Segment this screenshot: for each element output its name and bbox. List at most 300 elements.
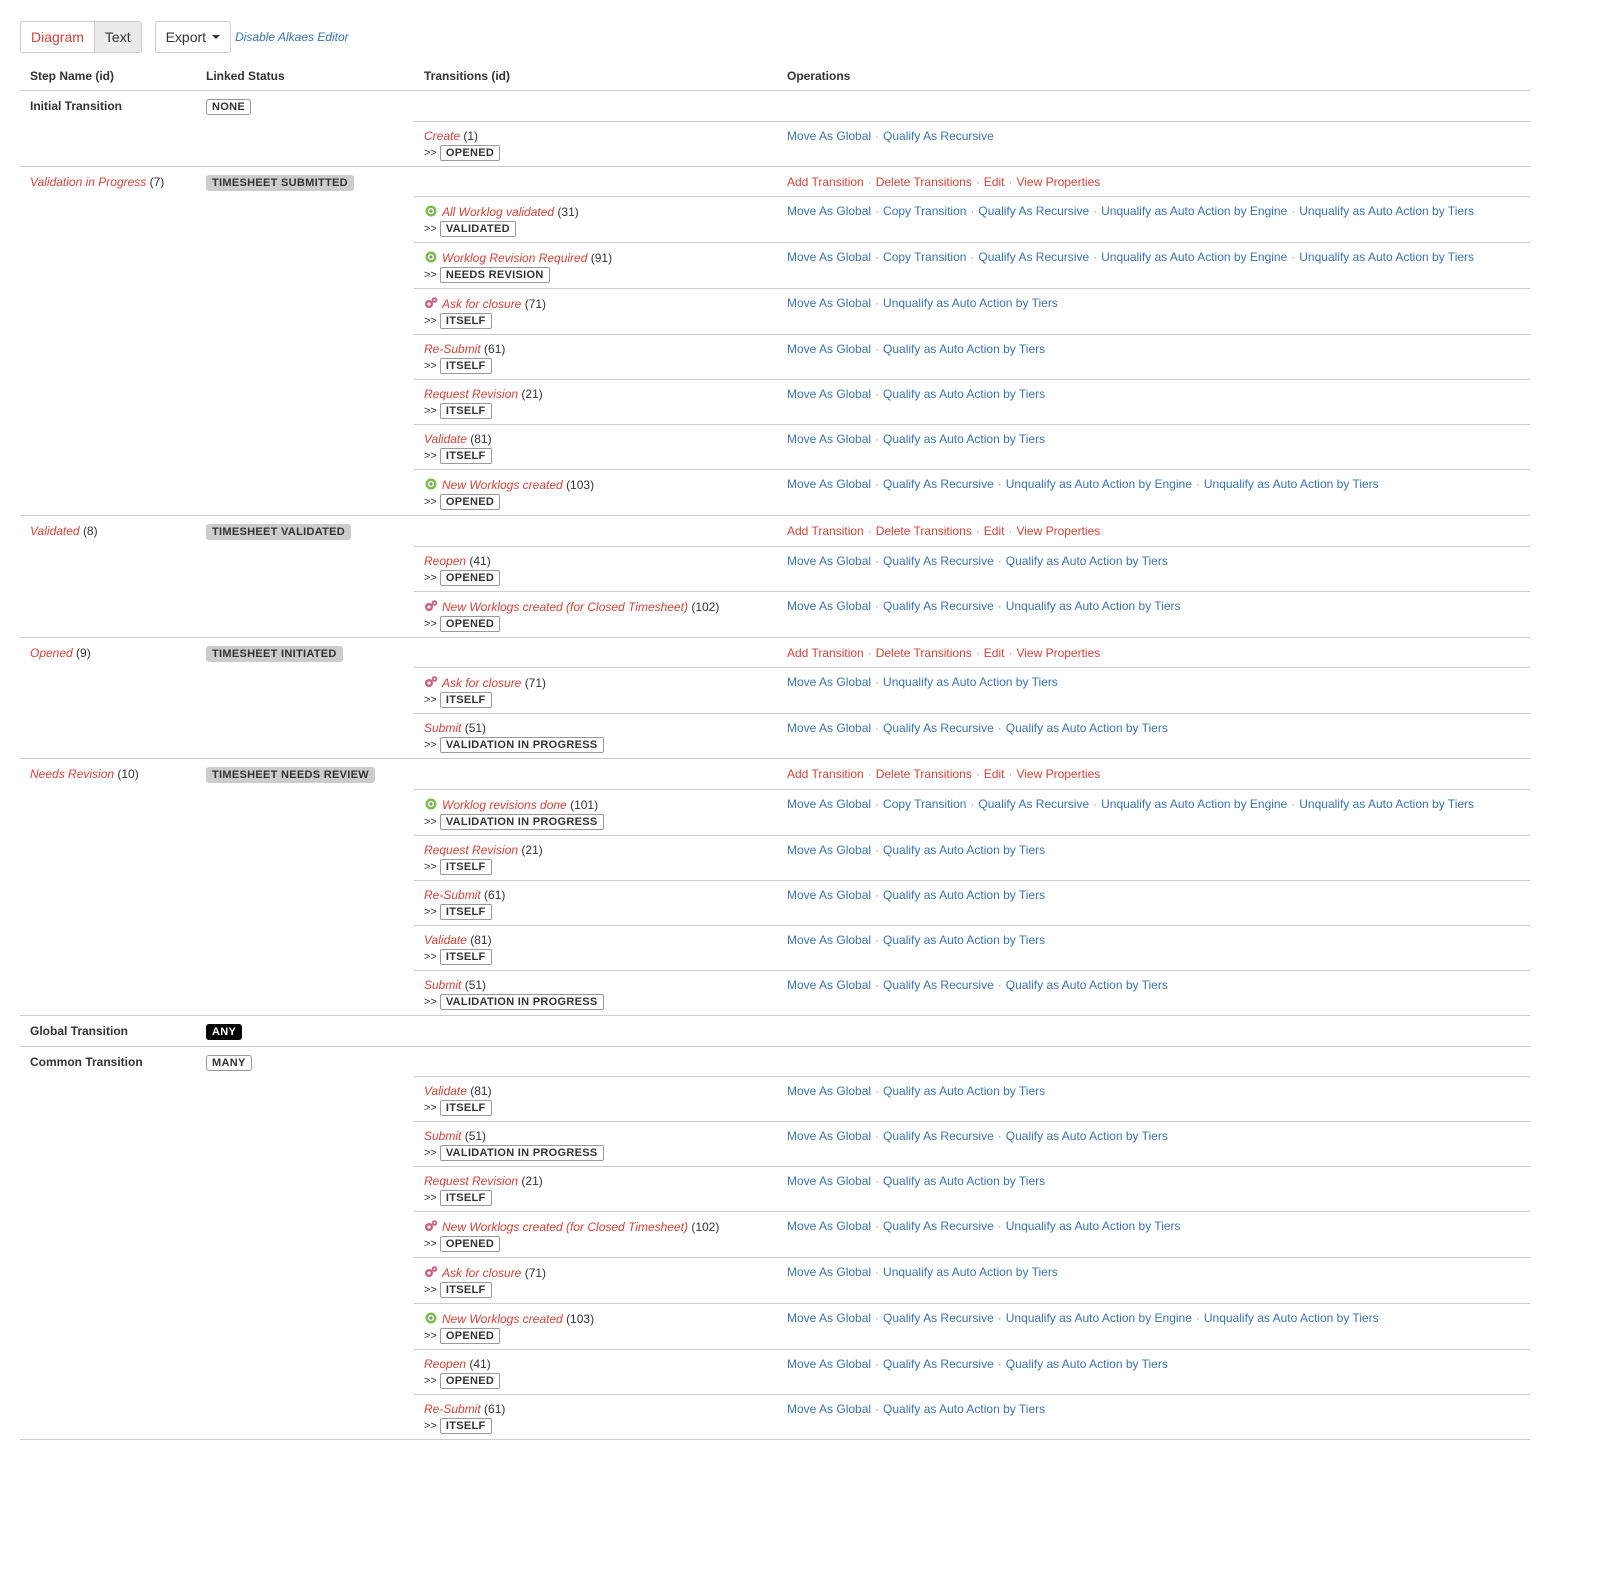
move-as-global-link[interactable]: Move As Global xyxy=(787,1174,872,1188)
destination-status-badge: VALIDATED xyxy=(440,221,516,237)
qualify-as-auto-action-by-tiers-link[interactable]: Qualify as Auto Action by Tiers xyxy=(883,1084,1046,1098)
transition-destination xyxy=(424,814,767,830)
transition-cell xyxy=(414,789,777,835)
destination-arrow: >> xyxy=(424,269,437,281)
move-as-global-link[interactable]: Move As Global xyxy=(787,721,872,735)
separator-dot: · xyxy=(975,767,980,781)
move-as-global-link[interactable]: Move As Global xyxy=(787,796,872,811)
transition-destination xyxy=(424,616,767,632)
destination-status-badge: ITSELF xyxy=(440,1190,492,1206)
destination-status-badge: VALIDATION IN PROGRESS xyxy=(440,737,604,753)
separator-dot: · xyxy=(875,1219,880,1233)
add-transition-link[interactable]: Add Transition xyxy=(787,645,864,660)
unqualify-as-auto-action-by-tiers-link[interactable]: Unqualify as Auto Action by Tiers xyxy=(883,296,1058,310)
transition-name-link[interactable]: Re-Submit xyxy=(424,1402,481,1416)
transition-cell xyxy=(414,970,777,1015)
step-row xyxy=(20,637,1530,668)
transition-destination xyxy=(424,1418,767,1434)
transition-name-link[interactable]: Re-Submit xyxy=(424,342,481,356)
text-view-button[interactable]: Text xyxy=(94,22,141,52)
transition-id: (21) xyxy=(521,1174,543,1188)
transition-cell xyxy=(414,1122,777,1167)
transition-name-line xyxy=(424,978,767,992)
qualify-as-auto-action-by-tiers-link[interactable]: Qualify as Auto Action by Tiers xyxy=(1005,1129,1168,1143)
transitions-spacer xyxy=(414,166,777,197)
transition-cell xyxy=(414,1212,777,1258)
empty-status-cell xyxy=(196,197,414,243)
separator-dot: · xyxy=(1008,174,1013,189)
transition-name-link[interactable]: Validate xyxy=(424,932,467,947)
transition-name-link[interactable]: Ask for closure xyxy=(442,676,522,690)
transition-cell xyxy=(414,591,777,637)
qualify-as-auto-action-by-tiers-link[interactable]: Qualify as Auto Action by Tiers xyxy=(1005,553,1168,568)
tiers-gear-icon xyxy=(424,675,438,689)
transition-name-link[interactable]: Validate xyxy=(424,1084,467,1098)
destination-arrow: >> xyxy=(424,146,437,159)
transition-destination xyxy=(424,859,767,875)
destination-status-badge: ITSELF xyxy=(440,949,492,965)
move-as-global-link[interactable]: Move As Global xyxy=(787,1265,872,1279)
unqualify-as-auto-action-by-engine-link[interactable]: Unqualify as Auto Action by Engine xyxy=(1101,250,1288,264)
transition-name-link[interactable]: Worklog Revision Required xyxy=(442,251,588,265)
destination-arrow: >> xyxy=(424,739,437,751)
separator-dot: · xyxy=(975,645,980,660)
transition-id: (31) xyxy=(557,205,579,219)
qualify-as-auto-action-by-tiers-link[interactable]: Qualify as Auto Action by Tiers xyxy=(883,342,1046,356)
copy-transition-link[interactable]: Copy Transition xyxy=(883,204,967,218)
transition-name-line xyxy=(424,1402,767,1416)
separator-dot: · xyxy=(875,1084,880,1098)
unqualify-as-auto-action-by-tiers-link[interactable]: Unqualify as Auto Action by Tiers xyxy=(1203,477,1379,491)
empty-status-cell xyxy=(196,1212,414,1258)
transition-row xyxy=(20,1122,1530,1167)
qualify-as-auto-action-by-tiers-link[interactable]: Qualify as Auto Action by Tiers xyxy=(883,842,1046,857)
transition-destination xyxy=(424,692,767,708)
empty-step-cell xyxy=(20,591,196,637)
qualify-as-auto-action-by-tiers-link[interactable]: Qualify as Auto Action by Tiers xyxy=(1005,977,1168,992)
transition-destination xyxy=(424,1145,767,1161)
separator-dot: · xyxy=(997,1311,1002,1325)
transition-name-link[interactable]: Reopen xyxy=(424,553,467,568)
separator-dot: · xyxy=(1093,204,1098,218)
step-name-cell xyxy=(20,166,196,197)
empty-step-cell xyxy=(20,1258,196,1304)
empty-step-cell xyxy=(20,1304,196,1350)
empty-step-cell xyxy=(20,714,196,759)
transition-name-link[interactable]: New Worklogs created xyxy=(442,478,563,492)
linked-status-cell xyxy=(196,1046,414,1077)
unqualify-as-auto-action-by-engine-link[interactable]: Unqualify as Auto Action by Engine xyxy=(1005,477,1192,491)
linked-status-cell xyxy=(196,166,414,197)
edit-link[interactable]: Edit xyxy=(983,767,1005,781)
separator-dot: · xyxy=(867,174,872,189)
delete-transitions-link[interactable]: Delete Transitions xyxy=(875,645,972,660)
engine-gear-icon xyxy=(424,797,438,811)
transition-row xyxy=(20,1350,1530,1395)
separator-dot: · xyxy=(970,796,975,811)
copy-transition-link[interactable]: Copy Transition xyxy=(883,250,967,264)
transitions-spacer xyxy=(414,759,777,790)
separator-dot: · xyxy=(875,887,880,902)
unqualify-as-auto-action-by-engine-link[interactable]: Unqualify as Auto Action by Engine xyxy=(1101,796,1288,811)
empty-status-cell xyxy=(196,425,414,470)
separator-dot: · xyxy=(875,1265,880,1279)
destination-arrow: >> xyxy=(424,905,437,918)
transition-id: (61) xyxy=(484,342,506,356)
step-name-cell xyxy=(20,759,196,790)
unqualify-as-auto-action-by-tiers-link[interactable]: Unqualify as Auto Action by Tiers xyxy=(1005,598,1181,613)
transition-destination xyxy=(424,1100,767,1116)
qualify-as-recursive-link[interactable]: Qualify As Recursive xyxy=(883,977,994,992)
empty-status-cell xyxy=(196,1304,414,1350)
add-transition-link[interactable]: Add Transition xyxy=(787,767,864,781)
move-as-global-link[interactable]: Move As Global xyxy=(787,887,872,902)
transition-operations-cell xyxy=(777,197,1530,243)
separator-dot: · xyxy=(1195,477,1200,491)
empty-step-cell xyxy=(20,668,196,714)
transition-name-line xyxy=(424,1265,767,1280)
separator-dot: · xyxy=(875,721,880,735)
destination-arrow: >> xyxy=(424,950,437,963)
empty-status-cell xyxy=(196,470,414,516)
transition-row xyxy=(20,335,1530,380)
disable-alkaes-editor-link[interactable]: Disable Alkaes Editor xyxy=(235,30,349,44)
transition-destination xyxy=(424,570,767,586)
move-as-global-link[interactable]: Move As Global xyxy=(787,932,872,947)
transitions-spacer xyxy=(414,516,777,547)
add-transition-link[interactable]: Add Transition xyxy=(787,524,864,538)
transition-name-line xyxy=(424,888,767,902)
step-name[interactable]: Validation in Progress xyxy=(30,174,147,189)
move-as-global-link[interactable]: Move As Global xyxy=(787,204,872,218)
transition-row xyxy=(20,1077,1530,1122)
separator-dot: · xyxy=(970,250,975,264)
transition-operations-cell xyxy=(777,546,1530,591)
transition-name-link[interactable]: Validate xyxy=(424,432,467,446)
move-as-global-link[interactable]: Move As Global xyxy=(787,675,872,689)
qualify-as-auto-action-by-tiers-link[interactable]: Qualify as Auto Action by Tiers xyxy=(883,1402,1046,1416)
qualify-as-recursive-link[interactable]: Qualify As Recursive xyxy=(883,1357,994,1371)
separator-dot: · xyxy=(875,432,880,446)
empty-status-cell xyxy=(196,121,414,166)
transition-row xyxy=(20,1167,1530,1212)
separator-dot: · xyxy=(875,1174,880,1188)
transition-cell xyxy=(414,1167,777,1212)
linked-status-cell xyxy=(196,91,414,122)
destination-status-badge: ITSELF xyxy=(440,859,492,875)
transition-operations-cell xyxy=(777,1212,1530,1258)
transition-name-line xyxy=(424,1084,767,1098)
move-as-global-link[interactable]: Move As Global xyxy=(787,387,872,401)
linked-status-lozenge: TIMESHEET SUBMITTED xyxy=(206,175,354,191)
qualify-as-recursive-link[interactable]: Qualify As Recursive xyxy=(978,796,1090,811)
unqualify-as-auto-action-by-tiers-link[interactable]: Unqualify as Auto Action by Tiers xyxy=(1005,1219,1181,1233)
export-dropdown-button[interactable] xyxy=(155,21,231,53)
transition-name-link[interactable]: New Worklogs created xyxy=(442,1312,563,1326)
transition-operations-cell xyxy=(777,425,1530,470)
step-id: (10) xyxy=(117,767,139,781)
transition-row xyxy=(20,380,1530,425)
unqualify-as-auto-action-by-tiers-link[interactable]: Unqualify as Auto Action by Tiers xyxy=(883,675,1058,689)
step-row xyxy=(20,759,1530,790)
transition-operations-cell xyxy=(777,925,1530,970)
move-as-global-link[interactable]: Move As Global xyxy=(787,342,872,356)
destination-status-badge: ITSELF xyxy=(440,1418,492,1434)
view-properties-link[interactable]: View Properties xyxy=(1016,767,1101,781)
separator-dot: · xyxy=(997,721,1002,735)
unqualify-as-auto-action-by-engine-link[interactable]: Unqualify as Auto Action by Engine xyxy=(1101,204,1288,218)
step-name: Initial Transition xyxy=(30,99,123,113)
destination-status-badge: ITSELF xyxy=(440,313,492,329)
transition-name-link[interactable]: New Worklogs created (for Closed Timesheet) xyxy=(442,599,688,614)
transition-operations-cell xyxy=(777,1304,1530,1350)
linked-status-lozenge: TIMESHEET VALIDATED xyxy=(206,524,351,540)
transition-id: (41) xyxy=(469,553,491,568)
transition-name-link[interactable]: New Worklogs created (for Closed Timesheet) xyxy=(442,1220,688,1234)
transition-operations-cell xyxy=(777,668,1530,714)
delete-transitions-link[interactable]: Delete Transitions xyxy=(875,524,972,538)
transition-operations-cell xyxy=(777,970,1530,1015)
destination-status-badge: ITSELF xyxy=(440,692,492,708)
transition-name-link[interactable]: Request Revision xyxy=(424,1174,519,1188)
empty-status-cell xyxy=(196,1077,414,1122)
transition-name-link[interactable]: Re-Submit xyxy=(424,887,481,902)
qualify-as-auto-action-by-tiers-link[interactable]: Qualify as Auto Action by Tiers xyxy=(883,1174,1046,1188)
destination-arrow: >> xyxy=(424,815,437,828)
step-name: Common Transition xyxy=(30,1054,143,1069)
edit-link[interactable]: Edit xyxy=(983,524,1005,538)
transition-operations-cell xyxy=(777,1395,1530,1440)
step-name[interactable]: Validated xyxy=(30,524,80,538)
edit-link[interactable]: Edit xyxy=(983,174,1005,189)
linked-status-lozenge: MANY xyxy=(206,1055,252,1071)
destination-arrow: >> xyxy=(424,571,437,584)
unqualify-as-auto-action-by-tiers-link[interactable]: Unqualify as Auto Action by Tiers xyxy=(1299,204,1475,218)
transitions-spacer xyxy=(414,91,777,122)
bottom-border-cell xyxy=(20,1439,1530,1440)
separator-dot: · xyxy=(997,1129,1002,1143)
engine-gear-icon xyxy=(424,204,438,218)
transition-name-line xyxy=(424,296,767,311)
move-as-global-link[interactable]: Move As Global xyxy=(787,977,872,992)
transition-destination xyxy=(424,403,767,419)
transition-cell xyxy=(414,121,777,166)
separator-dot: · xyxy=(1008,645,1013,660)
step-name[interactable]: Needs Revision xyxy=(30,767,115,781)
transition-name-link[interactable]: All Worklog validated xyxy=(442,205,555,219)
transition-name-link[interactable]: Submit xyxy=(424,721,462,735)
empty-status-cell xyxy=(196,970,414,1015)
destination-arrow: >> xyxy=(424,860,437,873)
qualify-as-auto-action-by-tiers-link[interactable]: Qualify as Auto Action by Tiers xyxy=(883,887,1046,902)
step-name[interactable]: Opened xyxy=(30,645,73,660)
transition-cell xyxy=(414,289,777,335)
transition-operations-cell xyxy=(777,880,1530,925)
separator-dot: · xyxy=(997,553,1002,568)
qualify-as-recursive-link[interactable]: Qualify As Recursive xyxy=(883,1219,994,1233)
destination-status-badge: OPENED xyxy=(440,1373,500,1389)
destination-status-badge: VALIDATION IN PROGRESS xyxy=(440,814,604,830)
transition-operations-cell xyxy=(777,1077,1530,1122)
step-row xyxy=(20,91,1530,122)
transition-cell xyxy=(414,1350,777,1395)
move-as-global-link[interactable]: Move As Global xyxy=(787,1084,872,1098)
qualify-as-recursive-link[interactable]: Qualify As Recursive xyxy=(883,1311,994,1325)
qualify-as-recursive-link[interactable]: Qualify As Recursive xyxy=(883,721,994,735)
separator-dot: · xyxy=(1093,250,1098,264)
move-as-global-link[interactable]: Move As Global xyxy=(787,250,872,264)
transition-cell xyxy=(414,470,777,516)
unqualify-as-auto-action-by-tiers-link[interactable]: Unqualify as Auto Action by Tiers xyxy=(883,1265,1058,1279)
destination-arrow: >> xyxy=(424,1420,437,1432)
move-as-global-link[interactable]: Move As Global xyxy=(787,296,872,310)
move-as-global-link[interactable]: Move As Global xyxy=(787,1311,872,1325)
empty-status-cell xyxy=(196,243,414,289)
move-as-global-link[interactable]: Move As Global xyxy=(787,842,872,857)
transition-cell xyxy=(414,380,777,425)
transition-cell xyxy=(414,197,777,243)
view-properties-link[interactable]: View Properties xyxy=(1016,174,1101,189)
empty-step-cell xyxy=(20,243,196,289)
qualify-as-recursive-link[interactable]: Qualify As Recursive xyxy=(883,598,994,613)
transition-cell xyxy=(414,1077,777,1122)
move-as-global-link[interactable]: Move As Global xyxy=(787,1219,872,1233)
edit-link[interactable]: Edit xyxy=(983,645,1005,660)
destination-arrow: >> xyxy=(424,1192,437,1204)
step-name-cell xyxy=(20,91,196,122)
transition-id: (71) xyxy=(524,1266,547,1280)
transition-name-link[interactable]: Ask for closure xyxy=(442,297,522,311)
destination-status-badge: ITSELF xyxy=(440,358,492,374)
unqualify-as-auto-action-by-engine-link[interactable]: Unqualify as Auto Action by Engine xyxy=(1005,1311,1192,1325)
transition-destination xyxy=(424,145,767,161)
transition-operations-cell xyxy=(777,380,1530,425)
qualify-as-recursive-link[interactable]: Qualify As Recursive xyxy=(883,477,994,491)
separator-dot: · xyxy=(875,675,880,689)
empty-status-cell xyxy=(196,1395,414,1440)
delete-transitions-link[interactable]: Delete Transitions xyxy=(875,174,972,189)
transition-cell xyxy=(414,668,777,714)
move-as-global-link[interactable]: Move As Global xyxy=(787,1402,872,1416)
transition-name-link[interactable]: Reopen xyxy=(424,1357,467,1371)
transition-operations-cell xyxy=(777,335,1530,380)
linked-status-header: Linked Status xyxy=(196,62,414,91)
unqualify-as-auto-action-by-tiers-link[interactable]: Unqualify as Auto Action by Tiers xyxy=(1299,796,1475,811)
transition-operations-cell xyxy=(777,1258,1530,1304)
destination-status-badge: VALIDATION IN PROGRESS xyxy=(440,994,604,1010)
qualify-as-auto-action-by-tiers-link[interactable]: Qualify as Auto Action by Tiers xyxy=(1005,721,1168,735)
destination-arrow: >> xyxy=(424,995,437,1008)
empty-status-cell xyxy=(196,925,414,970)
qualify-as-auto-action-by-tiers-link[interactable]: Qualify as Auto Action by Tiers xyxy=(883,387,1046,401)
move-as-global-link[interactable]: Move As Global xyxy=(787,553,872,568)
transition-id: (71) xyxy=(524,676,547,690)
unqualify-as-auto-action-by-tiers-link[interactable]: Unqualify as Auto Action by Tiers xyxy=(1203,1311,1379,1325)
unqualify-as-auto-action-by-tiers-link[interactable]: Unqualify as Auto Action by Tiers xyxy=(1299,250,1475,264)
destination-status-badge: OPENED xyxy=(440,1236,500,1252)
qualify-as-recursive-link[interactable]: Qualify As Recursive xyxy=(978,204,1090,218)
empty-step-cell xyxy=(20,835,196,880)
operations-spacer xyxy=(777,1046,1530,1077)
empty-step-cell xyxy=(20,197,196,243)
add-transition-link[interactable]: Add Transition xyxy=(787,174,864,189)
qualify-as-recursive-link[interactable]: Qualify As Recursive xyxy=(883,1129,994,1143)
linked-status-cell xyxy=(196,516,414,547)
separator-dot: · xyxy=(1093,796,1098,811)
transition-destination xyxy=(424,221,767,237)
separator-dot: · xyxy=(997,977,1002,992)
destination-status-badge: ITSELF xyxy=(440,904,492,920)
separator-dot: · xyxy=(997,477,1002,491)
transition-name-link[interactable]: Submit xyxy=(424,977,462,992)
qualify-as-recursive-link[interactable]: Qualify As Recursive xyxy=(978,250,1090,264)
operations-spacer xyxy=(777,91,1530,122)
copy-transition-link[interactable]: Copy Transition xyxy=(883,796,967,811)
transition-name-link[interactable]: Request Revision xyxy=(424,842,519,857)
transition-name-line xyxy=(424,599,767,614)
qualify-as-recursive-link[interactable]: Qualify As Recursive xyxy=(883,553,994,568)
view-properties-link[interactable]: View Properties xyxy=(1016,524,1101,538)
transitions-header: Transitions (id) xyxy=(414,62,777,91)
empty-step-cell xyxy=(20,1077,196,1122)
step-row xyxy=(20,1015,1530,1046)
move-as-global-link[interactable]: Move As Global xyxy=(787,128,872,143)
move-as-global-link[interactable]: Move As Global xyxy=(787,1357,872,1371)
separator-dot: · xyxy=(875,553,880,568)
transition-name-link[interactable]: Ask for closure xyxy=(442,1266,522,1280)
transition-name-link[interactable]: Submit xyxy=(424,1129,462,1143)
move-as-global-link[interactable]: Move As Global xyxy=(787,477,872,491)
view-properties-link[interactable]: View Properties xyxy=(1016,645,1101,660)
separator-dot: · xyxy=(875,977,880,992)
engine-gear-icon xyxy=(424,1311,438,1325)
move-as-global-link[interactable]: Move As Global xyxy=(787,1129,872,1143)
separator-dot: · xyxy=(875,932,880,947)
delete-transitions-link[interactable]: Delete Transitions xyxy=(875,767,972,781)
qualify-as-auto-action-by-tiers-link[interactable]: Qualify as Auto Action by Tiers xyxy=(883,932,1046,947)
separator-dot: · xyxy=(1008,524,1013,538)
move-as-global-link[interactable]: Move As Global xyxy=(787,432,872,446)
empty-step-cell xyxy=(20,880,196,925)
step-name: Global Transition xyxy=(30,1023,129,1038)
step-operations-cell xyxy=(777,166,1530,197)
step-name-cell xyxy=(20,1015,196,1046)
transition-name-line xyxy=(424,843,767,857)
operations-spacer xyxy=(777,1015,1530,1046)
destination-arrow: >> xyxy=(424,360,437,372)
transition-name-line xyxy=(424,933,767,947)
transition-name-link[interactable]: Create xyxy=(424,128,461,143)
transition-name-line xyxy=(424,1129,767,1143)
transition-id: (81) xyxy=(470,432,492,446)
diagram-view-button[interactable]: Diagram xyxy=(21,22,94,52)
transition-destination xyxy=(424,949,767,965)
transition-destination xyxy=(424,358,767,374)
transition-name-line xyxy=(424,432,767,446)
move-as-global-link[interactable]: Move As Global xyxy=(787,598,872,613)
qualify-as-auto-action-by-tiers-link[interactable]: Qualify as Auto Action by Tiers xyxy=(883,432,1046,446)
transition-name-link[interactable]: Worklog revisions done xyxy=(442,797,567,812)
transition-name-link[interactable]: Request Revision xyxy=(424,387,519,401)
table-bottom-border xyxy=(20,1439,1530,1440)
separator-dot: · xyxy=(975,174,980,189)
qualify-as-auto-action-by-tiers-link[interactable]: Qualify as Auto Action by Tiers xyxy=(1005,1357,1168,1371)
separator-dot: · xyxy=(875,250,880,264)
qualify-as-recursive-link[interactable]: Qualify As Recursive xyxy=(883,128,994,143)
separator-dot: · xyxy=(997,1357,1002,1371)
destination-status-badge: OPENED xyxy=(440,1328,500,1344)
step-row xyxy=(20,516,1530,547)
